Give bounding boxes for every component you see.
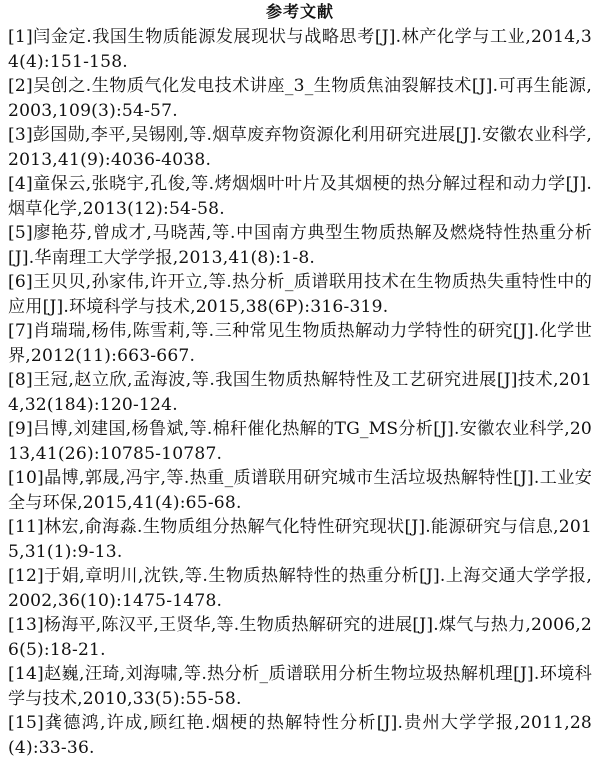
- reference-item: [6]王贝贝,孙家伟,许开立,等.热分析_质谱联用技术在生物质热失重特性中的应用[J].环境科学与技术,2015,38(6P):316-319.: [8, 272, 592, 317]
- reference-item: [8]王冠,赵立欣,孟海波,等.我国生物质热解特性及工艺研究进展[J]技术,2014,32(184):120-124.: [8, 370, 592, 415]
- reference-item: [14]赵巍,汪琦,刘海啸,等.热分析_质谱联用分析生物垃圾热解机理[J].环境科学与技术,2010,33(5):55-58.: [8, 664, 592, 709]
- reference-item: [10]晶博,郭晟,冯宇,等.热重_质谱联用研究城市生活垃圾热解特性[J].工业安全与环保,2015,41(4):65-68.: [8, 468, 592, 513]
- reference-item: [12]于娟,章明川,沈铁,等.生物质热解特性的热重分析[J].上海交通大学学报,2002,36(10):1475-1478.: [8, 566, 592, 611]
- reference-item: [13]杨海平,陈汉平,王贤华,等.生物质热解研究的进展[J].煤气与热力,2006,26(5):18-21.: [8, 615, 592, 660]
- reference-item: [2]吴创之.生物质气化发电技术讲座_3_生物质焦油裂解技术[J].可再生能源,2003,109(3):54-57.: [8, 76, 592, 121]
- reference-item: [4]童保云,张晓宇,孔俊,等.烤烟烟叶叶片及其烟梗的热分解过程和动力学[J].烟草化学,2013(12):54-58.: [8, 174, 592, 219]
- reference-item: [7]肖瑞瑞,杨伟,陈雪莉,等.三种常见生物质热解动力学特性的研究[J].化学世界,2012(11):663-667.: [8, 321, 592, 366]
- reference-item: [5]廖艳芬,曾成才,马晓茜,等.中国南方典型生物质热解及燃烧特性热重分析[J].华南理工大学学报,2013,41(8):1-8.: [8, 223, 592, 268]
- reference-item: [1]闫金定.我国生物质能源发展现状与战略思考[J].林产化学与工业,2014,34(4):151-158.: [8, 27, 592, 72]
- reference-item: [3]彭国勋,李平,吴锡刚,等.烟草废弃物资源化利用研究进展[J].安徽农业科学,2013,41(9):4036-4038.: [8, 125, 592, 170]
- reference-item: [15]龚德鸿,许成,顾红艳.烟梗的热解特性分析[J].贵州大学学报,2011,28(4):33-36.: [8, 713, 592, 758]
- references-title: 参考文献: [265, 2, 334, 21]
- reference-item: [9]吕博,刘建国,杨鲁斌,等.棉秆催化热解的TG_MS分析[J].安徽农业科学,2013,41(26):10785-10787.: [8, 419, 592, 464]
- reference-item: [11]林宏,俞海淼.生物质组分热解气化特性研究现状[J].能源研究与信息,2015,31(1):9-13.: [8, 517, 592, 562]
- reference-list: [8, 25, 592, 760]
